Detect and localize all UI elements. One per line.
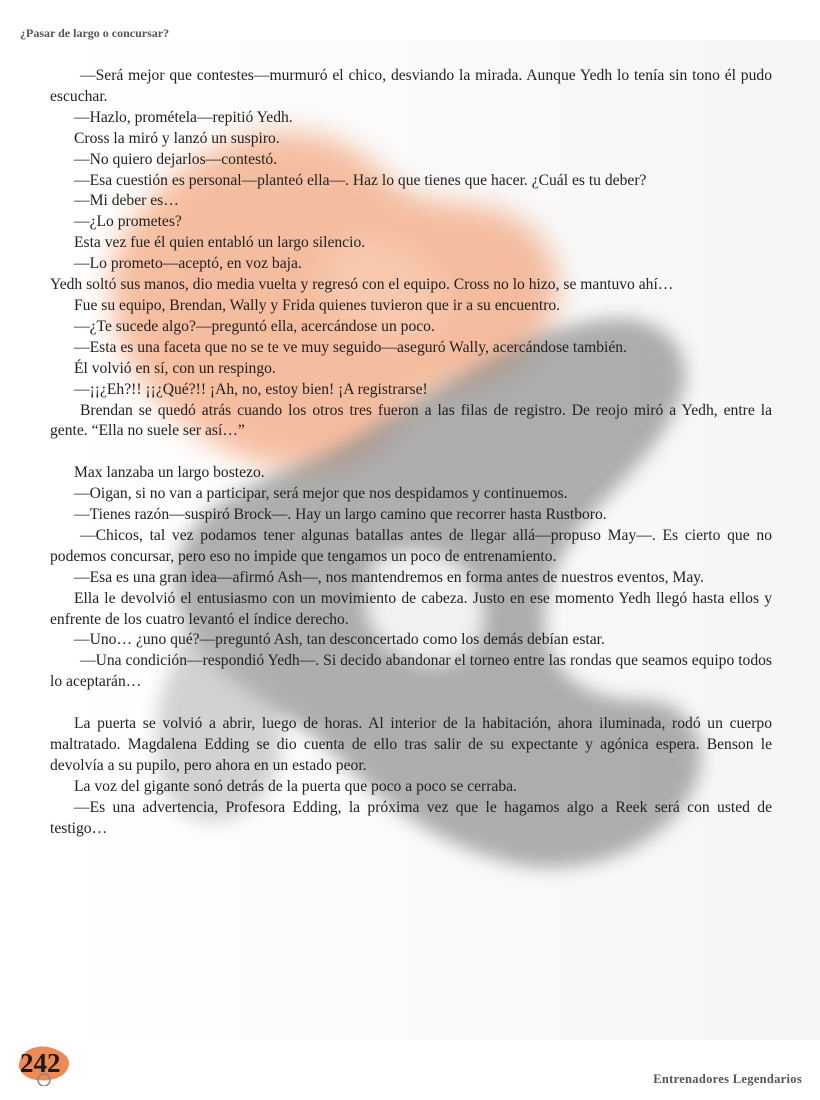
paragraph: Brendan se quedó atrás cuando los otros tres fueron a las filas de registro. De reojo miró a Yedh, entre la gente. “Ella no suele ser así…”: [50, 401, 772, 440]
paragraph: Max lanzaba un largo bostezo.: [74, 464, 265, 482]
paragraph: —No quiero dejarlos—contestó.: [74, 150, 278, 168]
paragraph: La voz del gigante sonó detrás de la puerta que poco a poco se cerraba.: [74, 777, 517, 795]
running-footer-book-title: Entrenadores Legendarios: [653, 1072, 802, 1086]
paragraph: Esta vez fue él quien entabló un largo silencio.: [74, 234, 366, 252]
paragraph: —Chicos, tal vez podamos tener algunas batallas antes de llegar allá—propuso May—. Es cierto que no podemos concursar, pero eso no impide que tengamos un poco de entrenamiento.: [50, 526, 772, 565]
paragraph: Él volvió en sí, con un respingo.: [74, 359, 276, 377]
paragraph: —Lo prometo—aceptó, en voz baja.: [74, 255, 302, 273]
paragraph: —Esa cuestión es personal—planteó ella—. Haz lo que tienes que hacer. ¿Cuál es tu deber?: [74, 171, 647, 189]
page-body-text: [50, 66, 772, 840]
paragraph: Yedh soltó sus manos, dio media vuelta y regresó con el equipo. Cross no lo hizo, se mantuvo ahí…: [50, 276, 674, 294]
paragraph: —¡¡¿Eh?!! ¡¡¿Qué?!! ¡Ah, no, estoy bien! ¡A registrarse!: [74, 380, 428, 398]
paragraph: —Es una advertencia, Profesora Edding, la próxima vez que le hagamos algo a Reek será con usted de testigo…: [50, 798, 772, 837]
page-number-badge: [14, 1040, 76, 1086]
paragraph: —Esta es una faceta que no se te ve muy seguido—aseguró Wally, acercándose también.: [74, 338, 627, 356]
paragraph: —Oigan, si no van a participar, será mejor que nos despidamos y continuemos.: [74, 485, 568, 503]
paragraph: —Mi deber es…: [74, 192, 179, 210]
paragraph: La puerta se volvió a abrir, luego de horas. Al interior de la habitación, ahora iluminada, rodó un cuerpo maltratado. Magdalena Edding se dio cuenta de ello tras salir de su expectante y agónica espera. Benson le devolvía a su pupilo, pero ahora en un estado peor.: [50, 715, 772, 774]
paragraph: Cross la miró y lanzó un suspiro.: [74, 129, 280, 147]
paragraph: —Uno… ¿uno qué?—preguntó Ash, tan desconcertado como los demás debían estar.: [74, 631, 605, 649]
paragraph: —¿Te sucede algo?—preguntó ella, acercándose un poco.: [74, 317, 435, 335]
page-number: 242: [20, 1048, 61, 1078]
paragraph: Fue su equipo, Brendan, Wally y Frida quienes tuvieron que ir a su encuentro.: [74, 296, 561, 314]
paragraph: —Esa es una gran idea—afirmó Ash—, nos mantendremos en forma antes de nuestros eventos, May.: [74, 568, 704, 586]
paragraph: —Será mejor que contestes—murmuró el chico, desviando la mirada. Aunque Yedh lo tenía sin tono él pudo escuchar.: [50, 67, 772, 105]
paragraph: —¿Lo prometes?: [74, 213, 182, 231]
paragraph: —Una condición—respondió Yedh—. Si decido abandonar el torneo entre las rondas que seamos equipo todos lo aceptarán…: [50, 652, 772, 691]
paragraph: Ella le devolvió el entusiasmo con un movimiento de cabeza. Justo en ese momento Yedh llegó hasta ellos y enfrente de los cuatro levantó el índice derecho.: [50, 589, 772, 628]
running-header-title: ¿Pasar de largo o concursar?: [20, 26, 170, 40]
paragraph: —Tienes razón—suspiró Brock—. Hay un largo camino que recorrer hasta Rustboro.: [74, 506, 607, 524]
paragraph: —Hazlo, prométela—repitió Yedh.: [74, 108, 293, 126]
